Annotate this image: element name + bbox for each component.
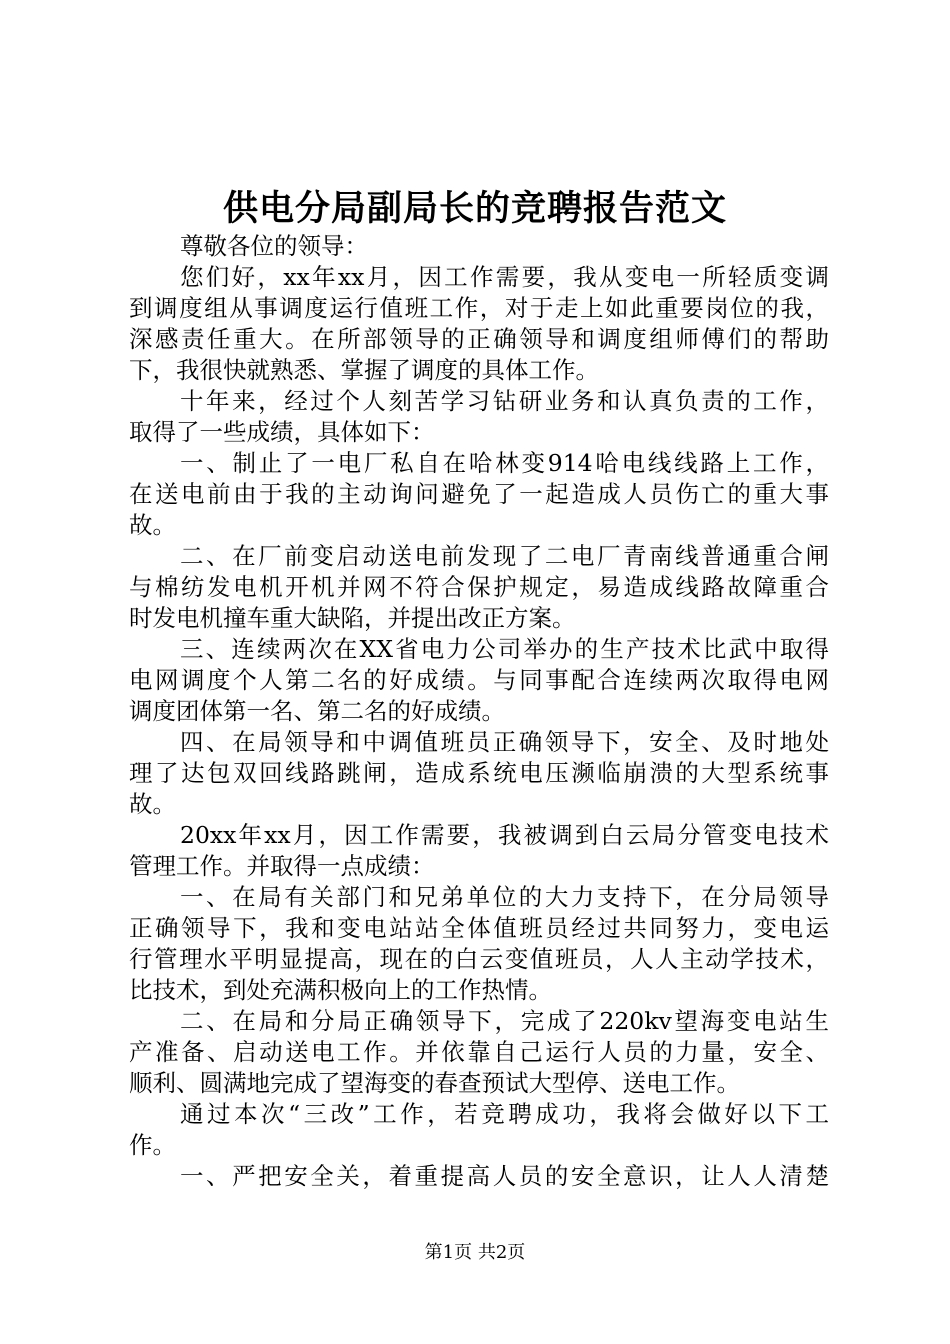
text-line: 在送电前由于我的主动询问避免了一起造成人员伤亡的重大事 [129, 480, 829, 508]
text-line: 下，我很快就熟悉、掌握了调度的具体工作。 [129, 356, 599, 384]
text-line: 正确领导下，我和变电站站全体值班员经过共同努力，变电运 [129, 914, 829, 942]
text-line: 一、在局有关部门和兄弟单位的大力支持下，在分局领导 [180, 883, 829, 911]
text-line: 取得了一些成绩，具体如下： [129, 418, 435, 446]
text-line: 20xx年xx月，因工作需要，我被调到白云局分管变电技术 [180, 821, 829, 849]
text-line: 通过本次“三改”工作，若竞聘成功，我将会做好以下工 [180, 1100, 829, 1128]
page-footer: 第1页 共2页 [424, 1242, 526, 1263]
text-line: 二、在局和分局正确领导下，完成了220kv望海变电站生 [180, 1007, 829, 1035]
text-line: 调度团体第一名、第二名的好成绩。 [129, 697, 505, 725]
text-line: 二、在厂前变启动送电前发现了二电厂青南线普通重合闸 [180, 542, 829, 570]
document-title: 供电分局副局长的竞聘报告范文 [222, 188, 727, 229]
text-line: 尊敬各位的领导： [180, 232, 368, 260]
document-body [129, 231, 829, 1192]
text-line: 作。 [129, 1131, 176, 1159]
text-line: 十年来，经过个人刻苦学习钻研业务和认真负责的工作， [180, 387, 829, 415]
text-line: 一、制止了一电厂私自在哈林变914哈电线线路上工作， [180, 449, 829, 477]
text-line: 比技术，到处充满积极向上的工作热情。 [129, 976, 552, 1004]
text-line: 管理工作。并取得一点成绩： [129, 852, 435, 880]
text-line: 到调度组从事调度运行值班工作，对于走上如此重要岗位的我， [129, 294, 829, 322]
text-line: 故。 [129, 790, 176, 818]
text-line: 您们好，xx年xx月，因工作需要，我从变电一所轻质变调 [180, 263, 829, 291]
text-line: 顺利、圆满地完成了望海变的春查预试大型停、送电工作。 [129, 1069, 740, 1097]
text-line: 行管理水平明显提高，现在的白云变值班员，人人主动学技术， [129, 945, 829, 973]
text-line: 电网调度个人第二名的好成绩。与同事配合连续两次取得电网 [129, 666, 829, 694]
text-line: 产准备、启动送电工作。并依靠自己运行人员的力量，安全、 [129, 1038, 829, 1066]
text-line: 故。 [129, 511, 176, 539]
text-line: 深感责任重大。在所部领导的正确领导和调度组师傅们的帮助 [129, 325, 829, 353]
text-line: 理了达包双回线路跳闸，造成系统电压濒临崩溃的大型系统事 [129, 759, 829, 787]
text-line: 三、连续两次在XX省电力公司举办的生产技术比武中取得 [180, 635, 829, 663]
text-line: 一、严把安全关，着重提高人员的安全意识，让人人清楚 [180, 1162, 829, 1190]
text-line: 与棉纺发电机开机并网不符合保护规定，易造成线路故障重合 [129, 573, 829, 601]
text-line: 四、在局领导和中调值班员正确领导下，安全、及时地处 [180, 728, 829, 756]
text-line: 时发电机撞车重大缺陷，并提出改正方案。 [129, 604, 576, 632]
